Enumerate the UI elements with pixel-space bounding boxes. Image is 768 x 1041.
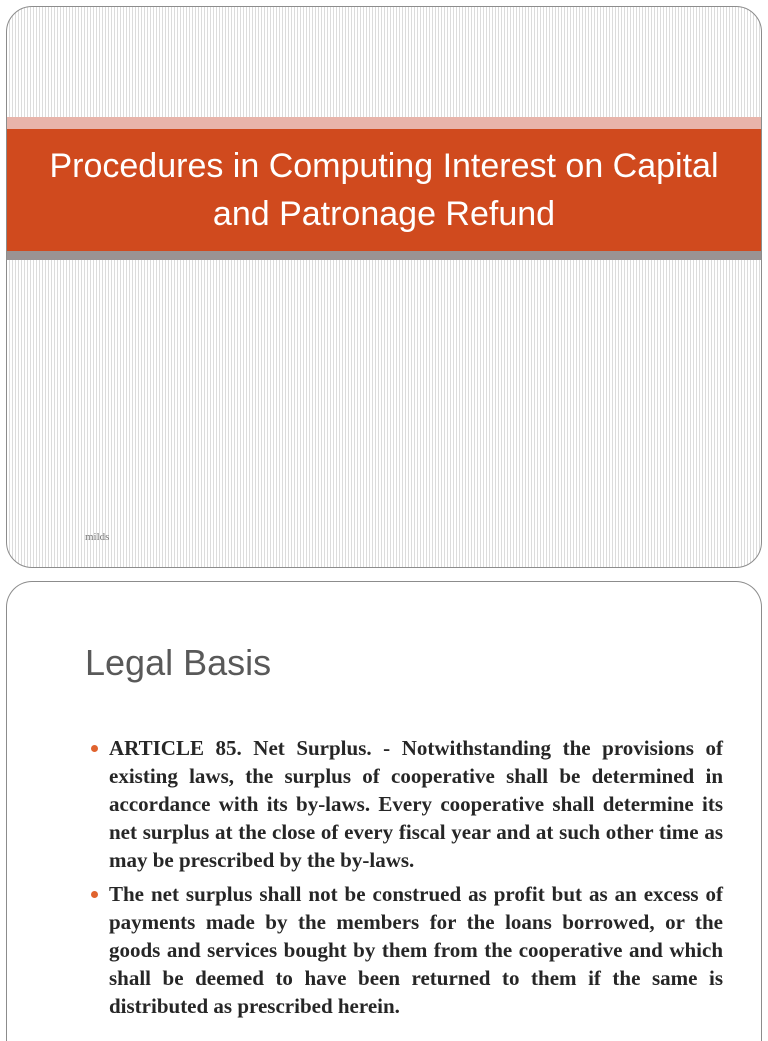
bullet-dot-icon — [91, 891, 98, 898]
slide-subtitle: milds — [85, 531, 110, 543]
bullet-item — [91, 880, 723, 1020]
bullet-text: ARTICLE 85. Net Surplus. - Notwithstanding the provisions of existing laws, the surplus of cooperative shall be determined in accordance with its by-laws. Every cooperative shall determine its net surplus at the close of every fiscal year and at such other time as may be prescribed by the by-laws. — [109, 736, 723, 872]
slide-title: Procedures in Computing Interest on Capital and Patronage Refund — [49, 147, 719, 233]
title-band-shadow — [7, 251, 761, 260]
title-slide — [6, 6, 762, 568]
bullet-text: The net surplus shall not be construed as profit but as an excess of payments made by the members for the loans borrowed, or the goods and services bought by them from the cooperative and which shall be deemed to have been returned to them if the same is distributed as prescribed herein. — [109, 882, 723, 1018]
section-heading: Legal Basis — [85, 642, 272, 683]
bullet-item — [91, 734, 723, 874]
bullet-dot-icon — [91, 745, 98, 752]
title-band-highlight — [7, 117, 761, 129]
bullet-list — [91, 734, 723, 1026]
title-band — [7, 129, 761, 251]
content-slide — [6, 581, 762, 1041]
